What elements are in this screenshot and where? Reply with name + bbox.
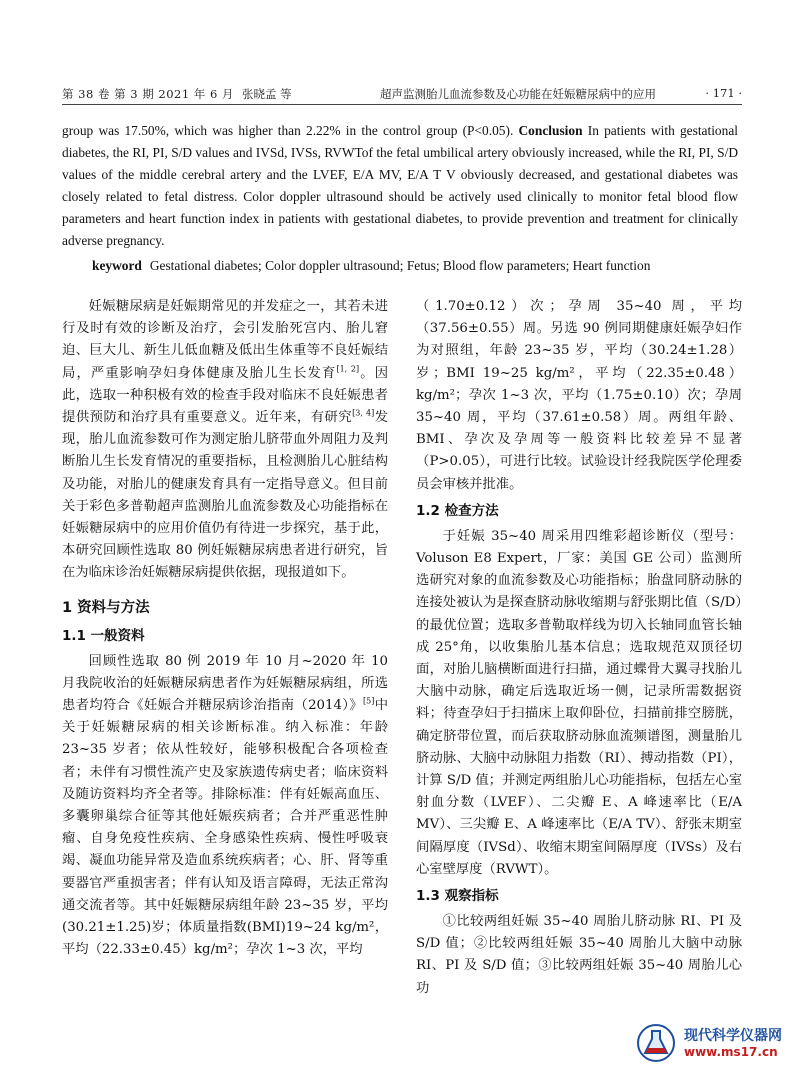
intro-text-1: 妊娠糖尿病是妊娠期常见的并发症之一，其若未进行及时有效的诊断及治疗，会引发胎死宫内、胎儿窘迫、巨大儿、新生儿低血糖及低出生体重等不良妊娠结局，严重影响孕妇身体健康及胎儿生长发育 bbox=[62, 299, 388, 381]
method-paragraph: 于妊娠 35~40 周采用四维彩超诊断仪（型号：Voluson E8 Expert，厂家：美国 GE 公司）监测所选研究对象的血流参数及心功能指标；胎盘同脐动脉的连接处被认为是探查脐动脉收缩期与舒张期比值（S/D）的最优位置；选取多普勒取样线为切入长轴同血管长轴成 25°角，以收集胎儿基本信息；选取规范双顶径切面，对胎儿脑横断面进行扫描，通过蝶骨大翼寻找胎儿大脑中动脉，确定后选取近场一侧，记录所需数据资料；待查孕妇于扫描床上取仰卧位，扫描前排空膀胱，确定脐带位置，而后获取脐动脉血流频谱图，测量胎儿脐动脉、大脑中动脉阻力指数（RI）、搏动指数（PI），计算 S/D 值；并测定两组胎儿心功能指标，包括左心室射血分数（LVEF）、二尖瓣 E、A 峰速率比（E/A MV）、三尖瓣 E、A 峰速率比（E/A TV）、舒张末期室间隔厚度（IVSd）、收缩末期室间隔厚度（IVSs）及右心室壁厚度（RVWT）。 bbox=[416, 528, 742, 877]
header-rule bbox=[62, 104, 742, 105]
watermark-name: 现代科学仪器网 bbox=[684, 1028, 782, 1044]
keyword-label: keyword bbox=[92, 258, 142, 273]
keywords-line bbox=[92, 258, 650, 274]
keywords: Gestational diabetes; Color doppler ultrasound; Fetus; Blood flow parameters; Heart function bbox=[149, 258, 651, 273]
abstract-text-before: group was 17.50%, which was higher than 2.22% in the control group (P<0.05). bbox=[62, 123, 519, 138]
intro-text-3: 发现，胎儿血流参数可作为测定胎儿脐带血外周阻力及判断胎儿生长发育情况的重要指标，且检测胎儿心脏结构及功能，对胎儿的健康发育具有一定指导意义。但目前关于彩色多普勒超声监测胎儿血流参数及心功能指标在妊娠糖尿病中的应用价值仍有待进一步探究，基于此，本研究回顾性选取 80 例妊娠糖尿病患者进行研究，旨在为临床诊治妊娠糖尿病提供依据，现报道如下。 bbox=[62, 410, 389, 581]
flask-logo-icon bbox=[636, 1023, 676, 1063]
abstract-text-after: In patients with gestational diabetes, the RI, PI, S/D values and IVSd, IVSs, RVWTof the fetal umbilical artery obviously increased, while the RI, PI, S/D values of the middle cerebral artery and the LVEF, E/A MV, E/A T V obviously decreased, and gestational diabetes was closely related to fetal distress. Color doppler ultrasound should be actively used clinically to monitor fetal blood flow parameters and heart function index in patients with gestational diabetes, to provide prevention and treatment for clinically adverse pregnancy. bbox=[62, 123, 738, 248]
citation: [1, 2] bbox=[336, 364, 360, 374]
citation: [5] bbox=[362, 696, 375, 706]
section-heading-1: 1 资料与方法 bbox=[62, 599, 150, 616]
intro-text-2: 。因此，选取一种积极有效的检查手段对临床不良妊娠患者提供预防和治疗具有重要意义。近年来，有研究 bbox=[62, 365, 388, 426]
right-column bbox=[416, 296, 742, 1000]
journal-issue: 第 38 卷 第 3 期 2021 年 6 月 bbox=[62, 87, 234, 101]
section-heading-1-1: 1.1 一般资料 bbox=[62, 627, 145, 644]
section-heading-1-3: 1.3 观察指标 bbox=[416, 888, 499, 905]
left-column bbox=[62, 296, 388, 961]
conclusion-label: Conclusion bbox=[518, 123, 583, 138]
section-heading-1-2: 1.2 检查方法 bbox=[416, 502, 499, 519]
general-data-text-2: 中关于妊娠糖尿病的相关诊断标准。纳入标准：年龄 23~35 岁者；依从性较好，能够积极配合各项检查者；未伴有习惯性流产史及家族遗传病史者；临床资料及随访资料均齐全者等。排除标准：伴有妊娠高血压、多囊卵巢综合征等其他妊娠疾病者；合并严重恶性肿瘤、自身免疫性疾病、全身感染性疾病、慢性呼吸衰竭、凝血功能异常及造血系统疾病者；心、肝、肾等重要器官严重损害者；伴有认知及语言障碍，无法正常沟通交流者等。其中妊娠糖尿病组年龄 23~35 岁，平均(30.21±1.25)岁；体质量指数(BMI)19~24 kg/m²，平均（22.33±0.45）kg/m²；孕次 1~3 次，平均 bbox=[62, 698, 388, 958]
citation: [3, 4] bbox=[352, 408, 375, 418]
watermark-url: www.ms17.cn bbox=[684, 1045, 778, 1059]
site-watermark bbox=[636, 1019, 786, 1069]
abstract-paragraph bbox=[62, 120, 738, 252]
continued-paragraph: （1.70±0.12）次；孕周 35~40 周，平均（37.56±0.55）周。另选 90 例同期健康妊娠孕妇作为对照组，年龄 23~35 岁，平均（30.24±1.28）岁；BMI 19~25 kg/m²，平均（22.35±0.48）kg/m²；孕次 1~3 次，平均（1.75±0.10）次；孕周 35~40 周，平均（37.61±0.58）周。两组年龄、BMI、孕次及孕周等一般资料比较差异不显著（P>0.05），可进行比较。试验设计经我院医学伦理委员会审核并批准。 bbox=[416, 299, 742, 492]
general-data-paragraph bbox=[62, 651, 388, 962]
page-number: · 171 · bbox=[705, 86, 742, 100]
english-abstract bbox=[62, 120, 738, 252]
intro-paragraph bbox=[62, 296, 388, 585]
header-authors: 张晓孟 等 bbox=[242, 87, 292, 101]
observation-paragraph: ①比较两组妊娠 35~40 周胎儿脐动脉 RI、PI 及 S/D 值；②比较两组妊娠 35~40 周胎儿大脑中动脉 RI、PI 及 S/D 值；③比较两组妊娠 35~40 周胎儿心功 bbox=[416, 914, 742, 996]
general-data-text-1: 回顾性选取 80 例 2019 年 10 月~2020 年 10 月我院收治的妊娠糖尿病患者作为妊娠糖尿病组，所选患者均符合《妊娠合并糖尿病诊治指南（2014）》 bbox=[62, 653, 388, 714]
header-title: 超声监测胎儿血流参数及心功能在妊娠糖尿病中的应用 bbox=[380, 87, 656, 101]
